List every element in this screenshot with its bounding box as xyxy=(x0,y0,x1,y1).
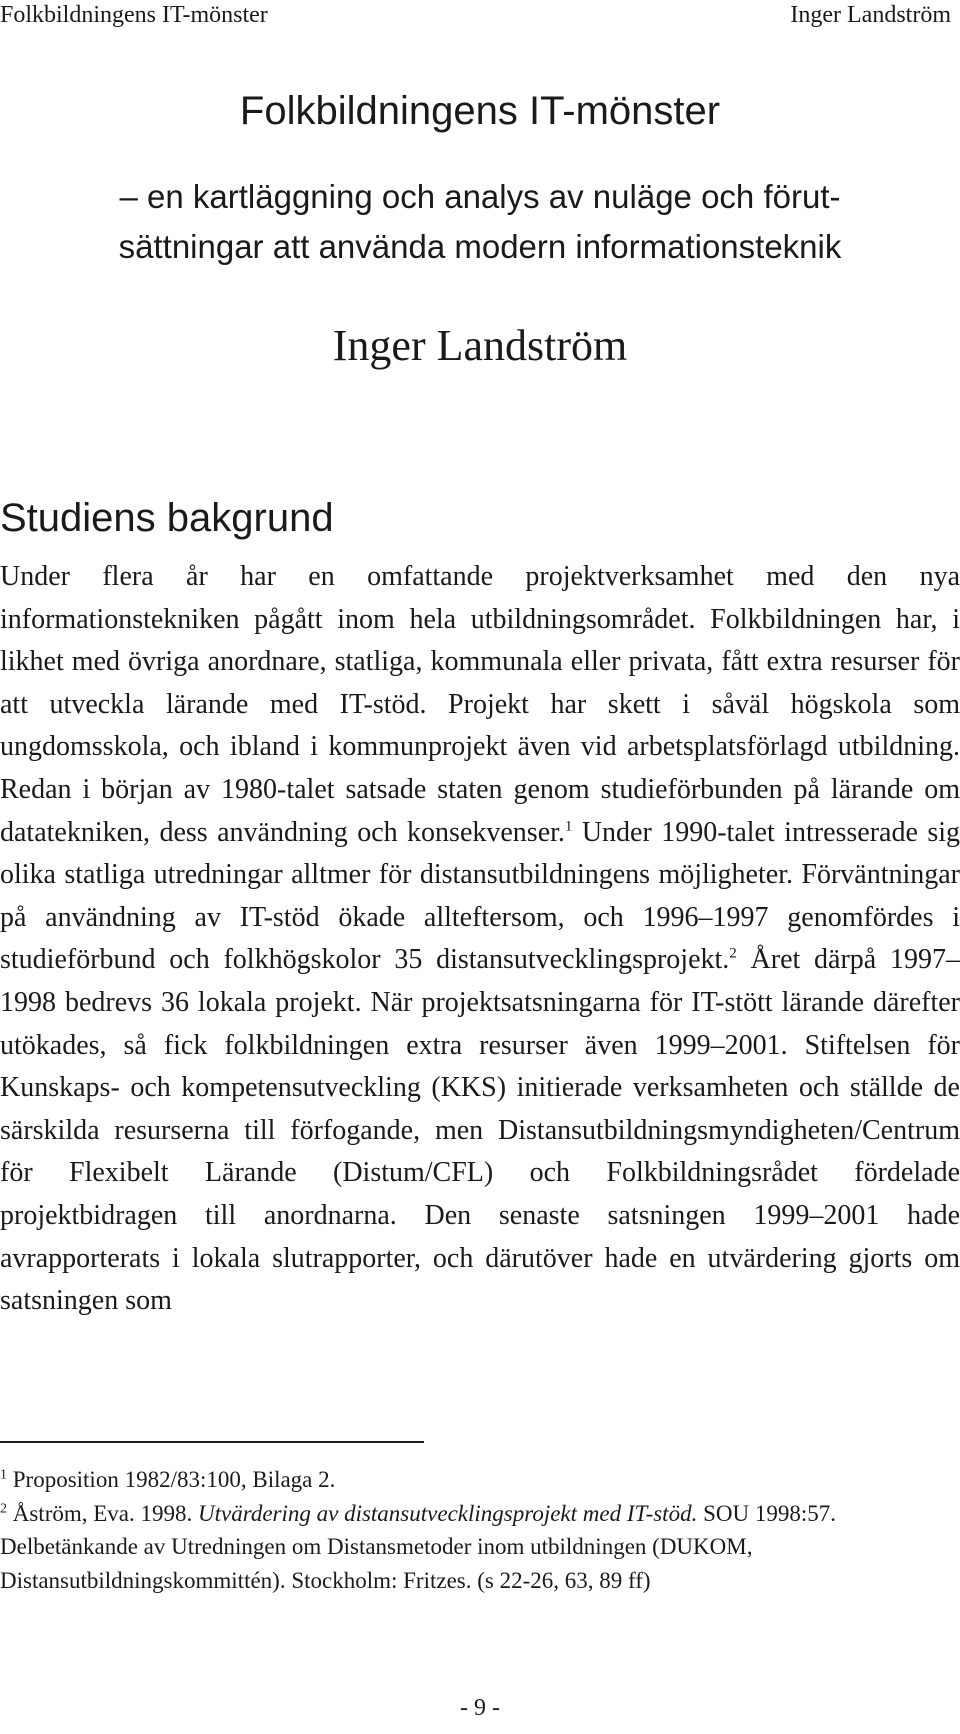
footnote-text: Åström, Eva. 1998. xyxy=(7,1500,199,1526)
running-header-title: Folkbildningens IT-mönster xyxy=(0,2,268,28)
footnote-divider xyxy=(0,1441,424,1443)
document-title: Folkbildningens IT-mönster xyxy=(239,89,721,133)
footnote-marker: 1 xyxy=(0,1467,7,1483)
footnote-item xyxy=(0,1463,940,1497)
document-subtitle: – en kartläggning och analys av nuläge och förut- sättningar att använda modern informationsteknik xyxy=(118,178,842,265)
footnote-ref: 2 xyxy=(729,946,737,963)
paragraph-text: Året därpå 1997–1998 bedrevs 36 lokala projekt. När projektsatsningarna för IT-stött lärande därefter utökades, så fick folkbildningen extra resurser även 1999–2001. Stiftelsen för Kunskaps- och kompetensutveckling (KKS) initierade verksamheten och ställde de särskilda resurserna till förfogande, men Distansutbildningsmyndigheten/Centrum för Flexibelt Lärande (Distum/CFL) och Folkbildningsrådet fördelade projektbidragen till anordnarna. Den senaste satsningen 1999–2001 hade avrapporterats i lokala slutrapporter, och därutöver hade en utvärdering gjorts om satsningen som xyxy=(0,944,960,1317)
footnote-marker: 2 xyxy=(0,1500,7,1516)
body-paragraph xyxy=(0,556,960,1323)
page-number: - 9 - xyxy=(460,1695,500,1721)
running-header-author: Inger Landström xyxy=(790,2,951,28)
section-heading: Studiens bakgrund xyxy=(0,496,334,540)
footnote-text: SOU 1998:57. Delbetänkande av Utredningen om Distansmetoder inom utbildningen (DUKOM, Distansutbildningskommittén). Stockholm: Fritzes. (s 22-26, 63, 89 ff) xyxy=(0,1500,836,1593)
paragraph-text: Under flera år har en omfattande projektverksamhet med den nya informationstekniken pågått inom hela utbildningsområdet. Folkbildningen har, i likhet med övriga anordnare, statliga, kommunala eller privata, fått extra resurser för att utveckla lärande med IT-stöd. Projekt har skett i såväl högskola som ungdomsskola, och ibland i kommunprojekt även vid arbetsplatsförlagd utbildning. Redan i början av 1980-talet satsade staten genom studieförbunden på lärande om datatekniken, dess användning och konsekvenser. xyxy=(0,561,960,848)
paragraph-text: Under 1990-talet intresserade sig olika statliga utredningar alltmer för distansutbildningens möjligheter. Förväntningar på användning av IT-stöd ökade allteftersom, och 1996–1997 genomfördes i studieförbund och folkhögskolor 35 distansutvecklingsprojekt. xyxy=(0,816,960,976)
document-author: Inger Landström xyxy=(332,321,628,370)
footnote-italic-title: Utvärdering av distansutvecklingsprojekt med IT-stöd. xyxy=(198,1500,698,1526)
footnotes xyxy=(0,1463,940,1597)
footnote-text: Proposition 1982/83:100, Bilaga 2. xyxy=(7,1467,336,1492)
footnote-item xyxy=(0,1497,940,1598)
footnote-ref: 1 xyxy=(564,818,573,835)
